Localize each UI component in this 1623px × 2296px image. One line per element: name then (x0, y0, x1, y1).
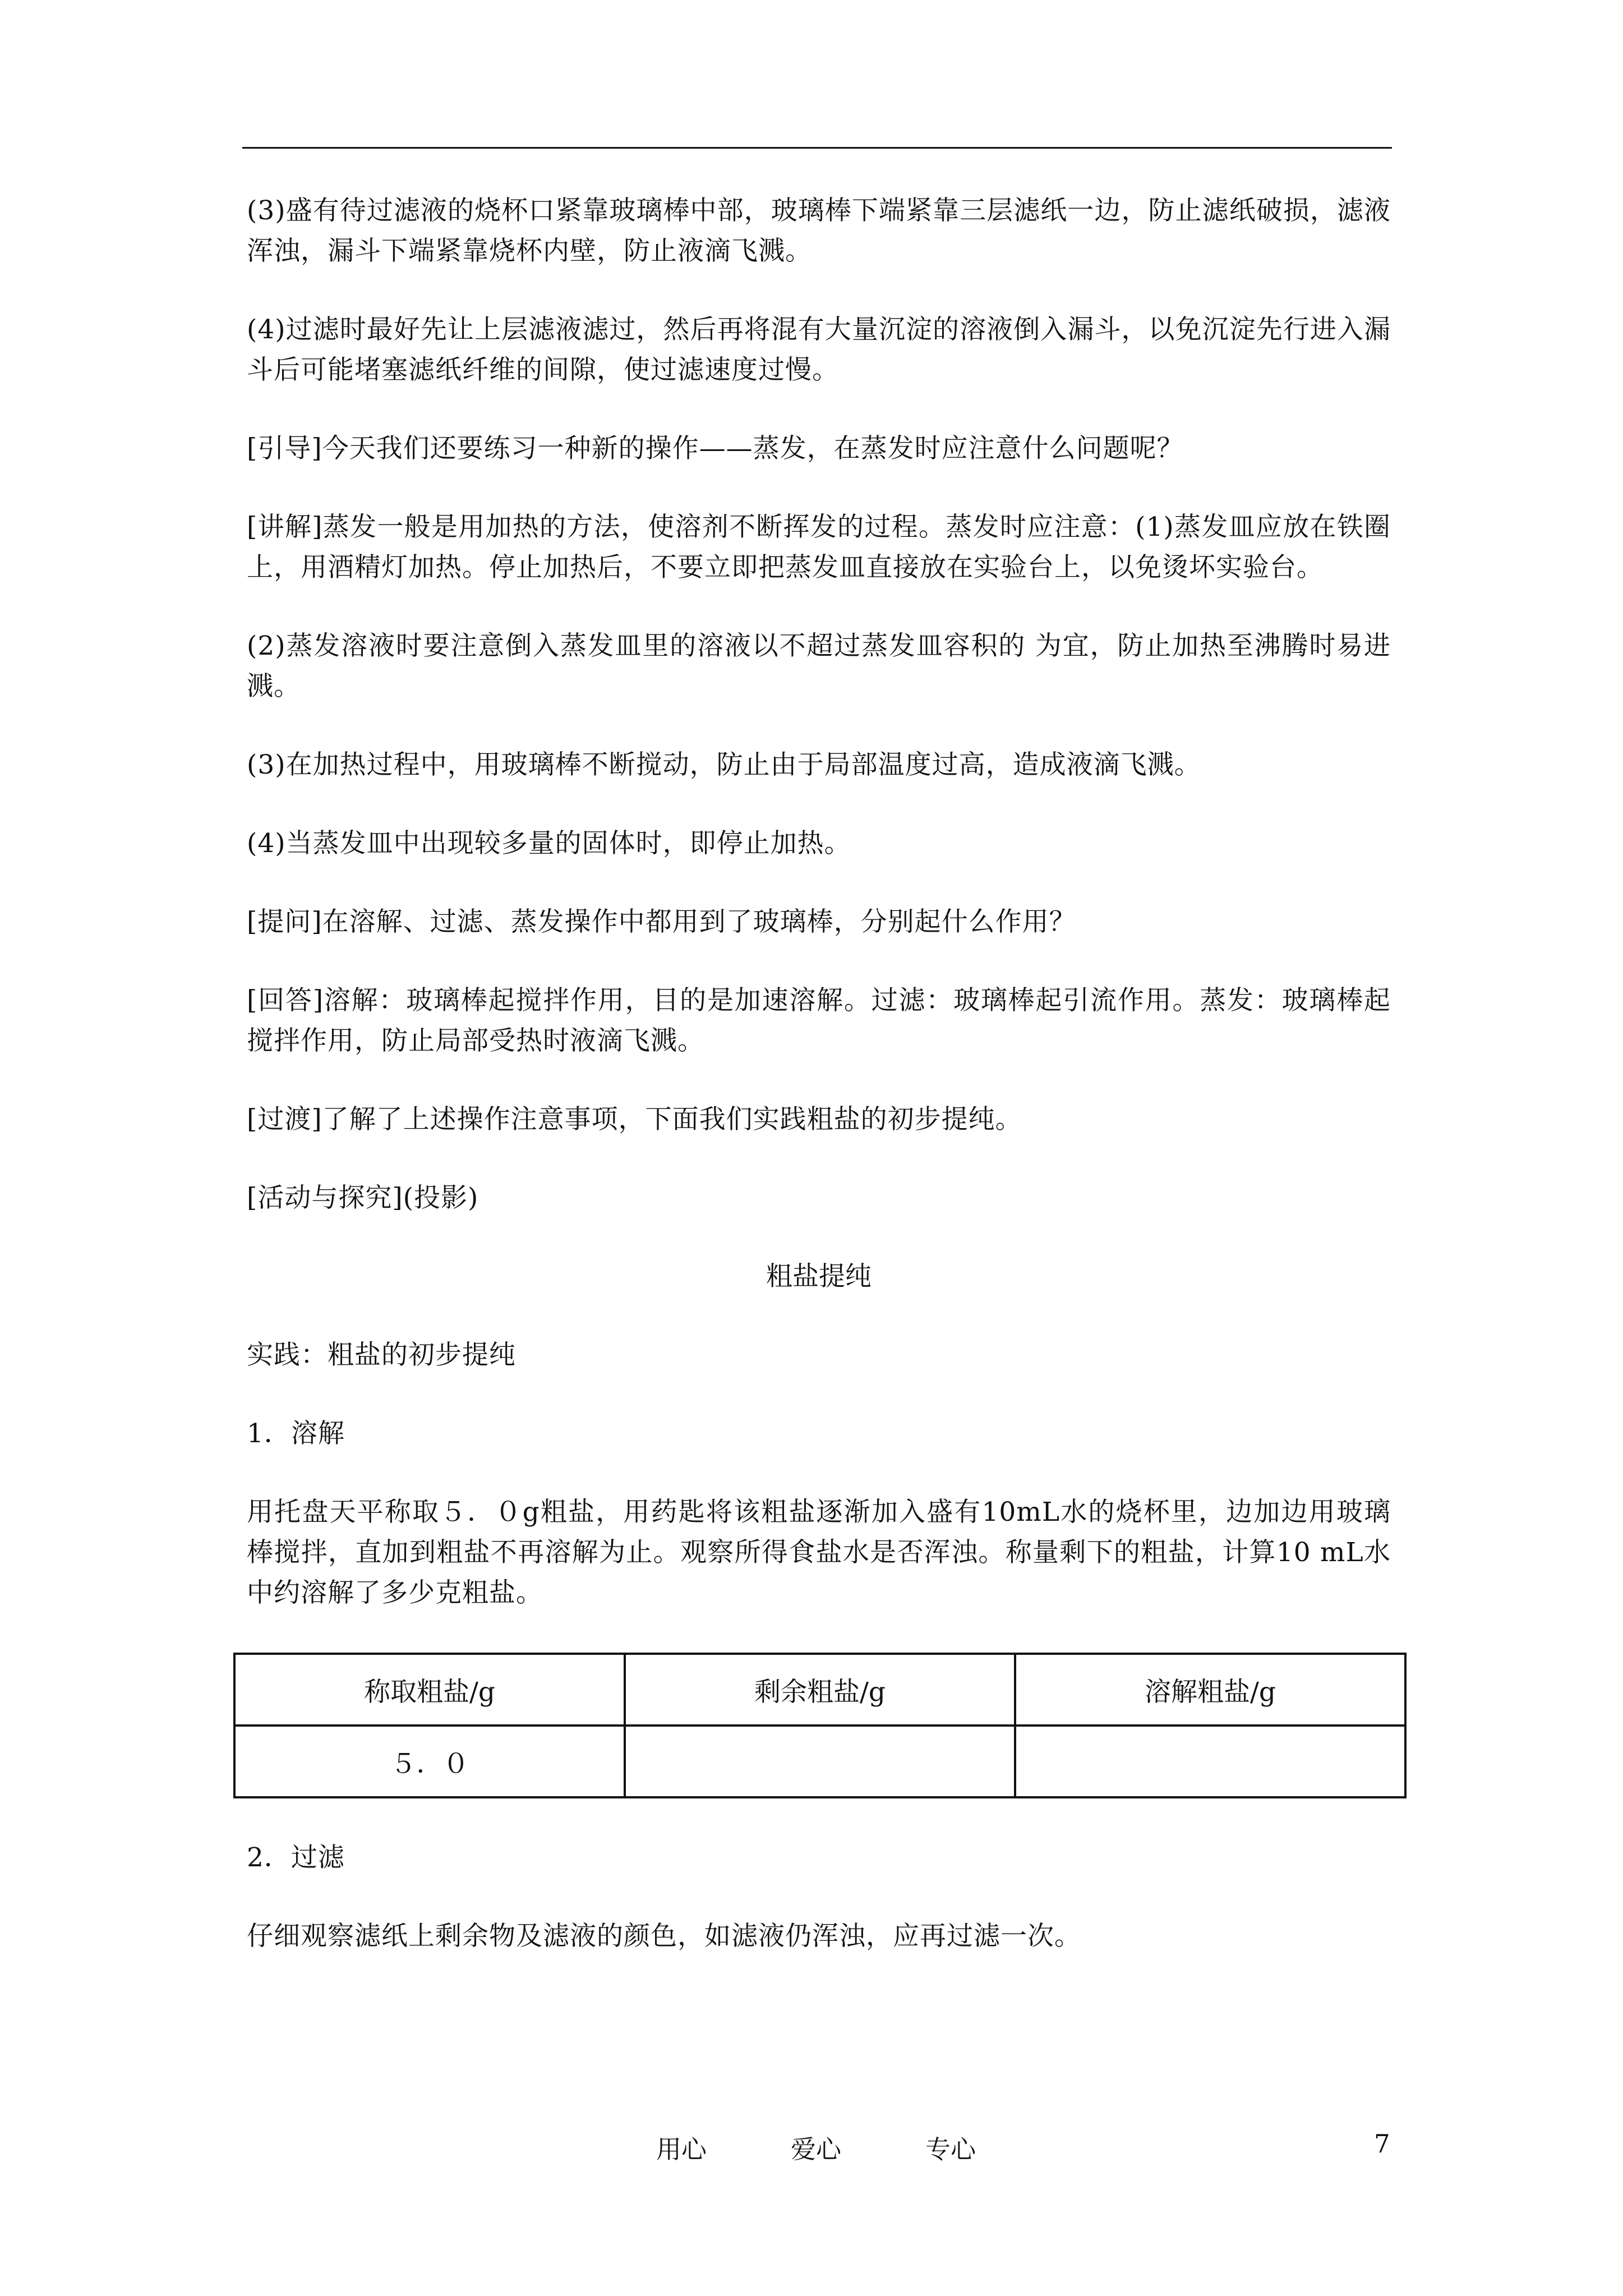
table-cell (625, 1726, 1015, 1797)
salt-measurement-table (233, 1653, 1407, 1798)
table-cell: ５．０ (234, 1726, 625, 1797)
paragraph-filter-step-3: (3)盛有待过滤液的烧杯口紧靠玻璃棒中部，玻璃棒下端紧靠三层滤纸一边，防止滤纸破损，滤液浑浊，漏斗下端紧靠烧杯内壁，防止液滴飞溅。 (247, 195, 1391, 266)
page-footer (0, 2129, 1623, 2168)
page-content (247, 191, 1391, 1995)
paragraph-filter-step-4: (4)过滤时最好先让上层滤液滤过，然后再将混有大量沉淀的溶液倒入漏斗，以免沉淀先行进入漏斗后可能堵塞滤纸纤维的间隙，使过滤速度过慢。 (247, 314, 1391, 385)
table-header-cell: 溶解粗盐/g (1015, 1654, 1405, 1726)
paragraph-step-dissolve: 1．溶解 (247, 1418, 345, 1449)
page-number: 7 (1374, 2129, 1390, 2159)
table-cell (1015, 1726, 1405, 1797)
table-row (234, 1726, 1405, 1797)
paragraph-practice: 实践：粗盐的初步提纯 (247, 1340, 516, 1370)
paragraph-dissolve-instructions: 用托盘天平称取５．０g粗盐，用药匙将该粗盐逐渐加入盛有10mL水的烧杯里，边加边用玻璃棒搅拌，直加到粗盐不再溶解为止。观察所得食盐水是否浑浊。称量剩下的粗盐，计算10 mL水中约溶解了多少克粗盐。 (247, 1497, 1391, 1608)
footer-motto (656, 2129, 1060, 2165)
paragraph-answer: [回答]溶解：玻璃棒起搅拌作用，目的是加速溶解。过滤：玻璃棒起引流作用。蒸发：玻璃棒起搅拌作用，防止局部受热时液滴飞溅。 (247, 985, 1391, 1056)
table-header-row (234, 1654, 1405, 1726)
paragraph-evap-step-4: (4)当蒸发皿中出现较多量的固体时，即停止加热。 (247, 828, 851, 859)
paragraph-evap-step-3: (3)在加热过程中，用玻璃棒不断搅动，防止由于局部温度过高，造成液滴飞溅。 (247, 749, 1201, 780)
section-title: 粗盐提纯 (766, 1261, 872, 1292)
paragraph-activity: [活动与探究](投影) (247, 1182, 479, 1213)
table-header-cell: 称取粗盐/g (234, 1654, 625, 1726)
table-header-cell: 剩余粗盐/g (625, 1654, 1015, 1726)
paragraph-filter-instructions: 仔细观察滤纸上剩余物及滤液的颜色，如滤液仍浑浊，应再过滤一次。 (247, 1921, 1081, 1952)
paragraph-guide: [引导]今天我们还要练习一种新的操作——蒸发，在蒸发时应注意什么问题呢？ (247, 433, 1184, 464)
paragraph-transition: [过渡]了解了上述操作注意事项，下面我们实践粗盐的初步提纯。 (247, 1104, 1022, 1135)
paragraph-evap-step-2: (2)蒸发溶液时要注意倒入蒸发皿里的溶液以不超过蒸发皿容积的 为宜，防止加热至沸腾时易进溅。 (247, 631, 1391, 702)
footer-motto-word: 专心 (925, 2134, 976, 2164)
footer-motto-word: 爱心 (791, 2134, 842, 2164)
footer-motto-word: 用心 (656, 2134, 707, 2164)
paragraph-question: [提问]在溶解、过滤、蒸发操作中都用到了玻璃棒，分别起什么作用？ (247, 907, 1076, 937)
header-rule (242, 147, 1392, 149)
paragraph-step-filter: 2．过滤 (247, 1842, 345, 1873)
paragraph-explain: [讲解]蒸发一般是用加热的方法，使溶剂不断挥发的过程。蒸发时应注意：(1)蒸发皿应放在铁圈上，用酒精灯加热。停止加热后，不要立即把蒸发皿直接放在实验台上，以免烫坏实验台。 (247, 512, 1391, 583)
